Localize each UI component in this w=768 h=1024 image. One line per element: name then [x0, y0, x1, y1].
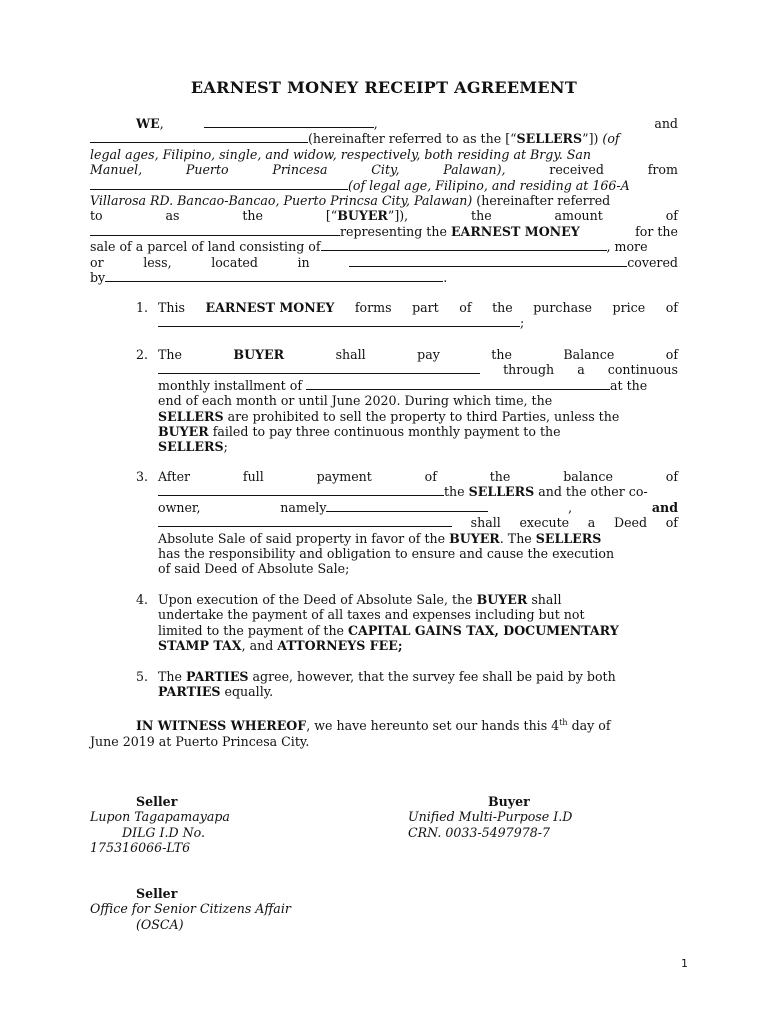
intro-line-9: sale of a parcel of land consisting of , more [90, 239, 648, 255]
amount-blank [90, 224, 340, 236]
list-item-3: 3. After full payment of the balance of the SELLERS and the other co- owner, namely , and shall execute a Deed of Absolute Sale of said property in favor of the BUYER. The SELLERS has the responsibility and obligation to ensure and cause the execution of said Deed of Absolute Sale; [136, 469, 678, 577]
buyer-name-blank [90, 178, 348, 190]
list-item-2: 2. The BUYER shall pay the Balance of through a continuous monthly installment of at the end of each month or until June 2020. During which time, the SELLERS are prohibited to sell the property to third Parties, unless the BUYER failed to pay three continuous monthly payment to the SELLERS; [136, 347, 678, 455]
purchase-price-blank [158, 315, 520, 327]
intro-line-7: to as the [“BUYER”]), the amount of [90, 208, 678, 224]
location-blank [349, 255, 627, 267]
installment-blank [306, 378, 610, 390]
co-owner-blank-1 [158, 484, 444, 496]
buyer-block: Buyer Unified Multi-Purpose I.D CRN. 0033-5497978-7 [408, 794, 573, 840]
document-title: EARNEST MONEY RECEIPT AGREEMENT [190, 78, 578, 97]
seller-2-block: Seller Office for Senior Citizens Affair (OSCA) [90, 886, 291, 932]
intro-paragraph [90, 116, 678, 285]
intro-line-1: WE, , and [136, 116, 678, 131]
title-number-blank [105, 270, 443, 282]
intro-line-4: Manuel, Puerto Princesa City, Palawan), received from [90, 162, 678, 178]
balance-blank [158, 362, 480, 374]
land-area-blank [321, 239, 607, 251]
seller-name-blank-2 [90, 131, 308, 143]
and-text: and [654, 116, 678, 131]
intro-line-10: or less, located in covered [90, 254, 678, 270]
buyer-term: BUYER [337, 208, 388, 224]
intro-line-6: Villarosa RD. Bancao-Bancao, Puerto Princsa City, Palawan) (hereinafter referred [90, 193, 611, 209]
intro-line-3: legal ages, Filipino, single, and widow, respectively, both residing at Brgy. San [90, 146, 592, 162]
list-item-5: 5. The PARTIES agree, however, that the survey fee shall be paid by both PARTIES equally. [136, 669, 616, 700]
earnest-money-term: EARNEST MONEY [450, 223, 580, 239]
we-label: WE [136, 116, 160, 131]
page-number: 1 [681, 957, 688, 970]
intro-line-8: representing the EARNEST MONEY for the [90, 224, 678, 239]
seller-1-block: Seller Lupon Tagapamayapa DILG I.D No. 175316066-LT6 [90, 794, 230, 856]
list-item-4: 4. Upon execution of the Deed of Absolute Sale, the BUYER shall undertake the payment of all taxes and expenses including but not limited to the payment of the CAPITAL GAINS TAX, DOCUMENTARY STAMP TAX, and ATTORNEYS FEE; [136, 592, 619, 654]
seller-name-blank-1 [204, 116, 374, 128]
witness-paragraph: IN WITNESS WHEREOF, we have hereunto set our hands this 4th day of June 2019 at Puerto Princesa City. [90, 718, 611, 749]
intro-line-11: by . [90, 270, 448, 286]
co-owner-blank-2 [158, 515, 452, 527]
list-item-1: 1. This EARNEST MONEY forms part of the purchase price of ; [136, 300, 678, 331]
sellers-term: SELLERS [516, 131, 583, 147]
intro-line-5: (of legal age, Filipino, and residing at 166-A [90, 178, 678, 193]
co-owner-name-blank [326, 500, 488, 512]
intro-line-2: (hereinafter referred to as the [“SELLERS”]) (of [90, 131, 678, 146]
